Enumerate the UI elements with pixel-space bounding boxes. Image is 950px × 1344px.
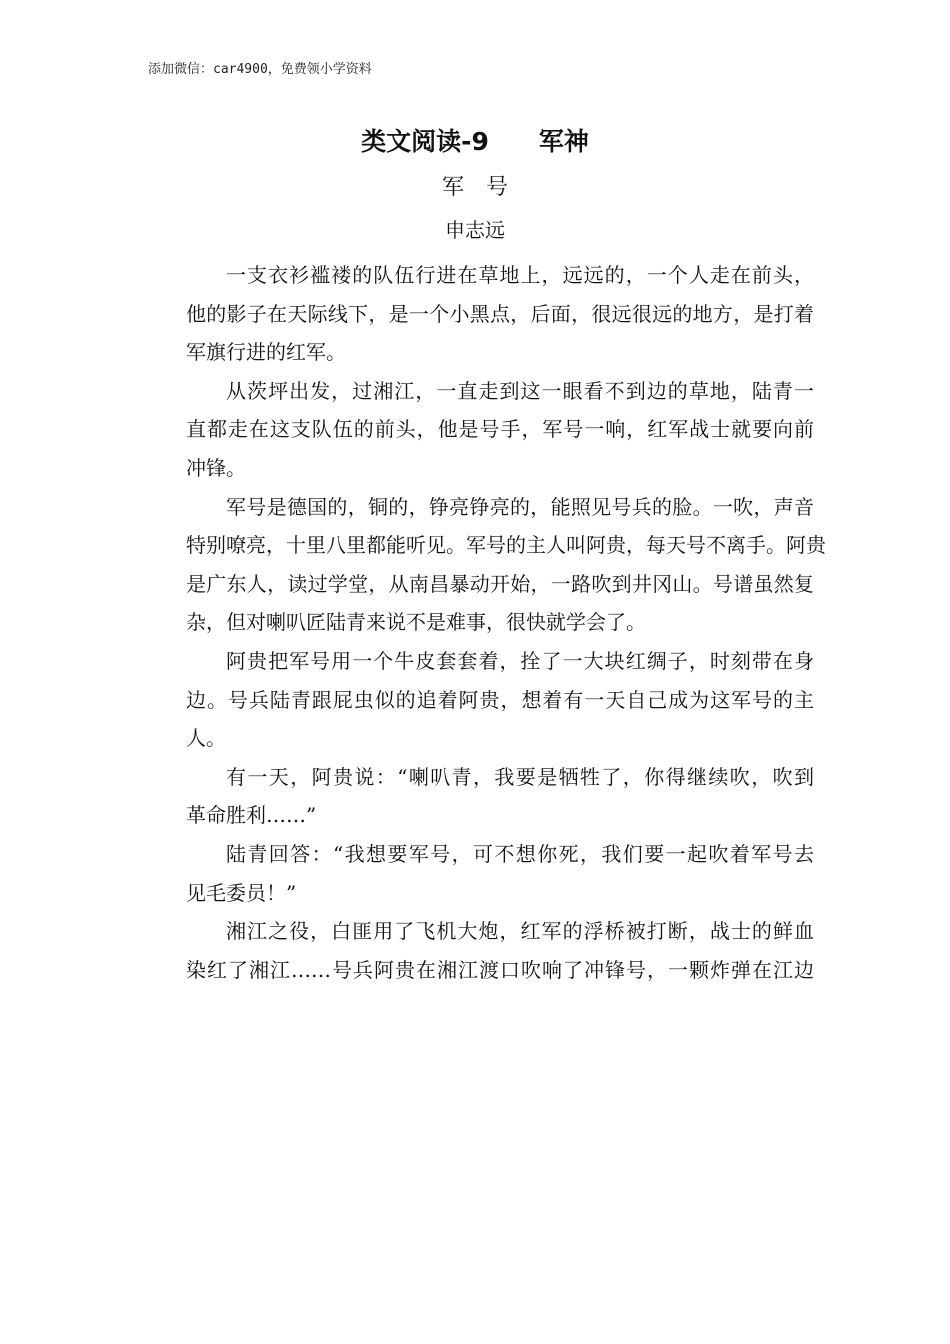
text-line: 陆青回答：“我想要军号，可不想你死，我们要一起吹着军号去 — [226, 841, 814, 866]
paragraph — [146, 642, 814, 758]
text-line: 是广东人，读过学堂，从南昌暴动开始，一路吹到井冈山。号谱虽然复 — [186, 571, 814, 596]
text-line: 军号是德国的，铜的，铮亮铮亮的，能照见号兵的脸。一吹，声音 — [226, 494, 814, 519]
text-line: 他的影子在天际线下，是一个小黑点，后面，很远很远的地方，是打着 — [186, 301, 814, 326]
text-line: 有一天，阿贵说：“喇叭青，我要是牺牲了，你得继续吹，吹到 — [226, 764, 814, 789]
text-line: 染红了湘江……号兵阿贵在湘江渡口吹响了冲锋号，一颗炸弹在江边 — [186, 957, 814, 982]
text-line: 从茨坪出发，过湘江，一直走到这一眼看不到边的草地，陆青一 — [226, 378, 814, 403]
text-line: 见毛委员！” — [186, 880, 297, 905]
article-author: 申志远 — [445, 218, 505, 242]
paragraph — [146, 488, 826, 642]
text-line: 湘江之役，白匪用了飞机大炮，红军的浮桥被打断，战士的鲜血 — [226, 919, 814, 944]
paragraph — [146, 372, 814, 488]
text-line: 一支衣衫褴褛的队伍行进在草地上，远远的，一个人走在前头， — [226, 263, 814, 287]
text-line: 阿贵把军号用一个牛皮套套着，拴了一大块红绸子，时刻带在身 — [226, 648, 814, 673]
watermark-text: 添加微信：car4900，免费领小学资料 — [148, 62, 372, 77]
text-line: 特别嘹亮，十里八里都能听见。军号的主人叫阿贵，每天号不离手。阿贵 — [186, 533, 826, 558]
text-line: 边。号兵陆青跟屁虫似的追着阿贵，想着有一天自己成为这军号的主 — [186, 687, 814, 712]
article-title: 军 号 — [441, 175, 508, 200]
paragraph — [146, 835, 814, 912]
text-line: 军旗行进的红军。 — [186, 340, 346, 365]
article-body — [146, 256, 826, 989]
text-line: 人。 — [186, 726, 226, 751]
page-title: 类文阅读-9 军神 — [361, 127, 589, 156]
paragraph — [146, 256, 814, 372]
text-line: 直都走在这支队伍的前头，他是号手，军号一响，红军战士就要向前 — [186, 417, 814, 442]
paragraph — [146, 912, 814, 989]
text-line: 冲锋。 — [186, 455, 246, 480]
paragraph — [146, 758, 814, 835]
text-line: 革命胜利……” — [186, 803, 317, 828]
text-line: 杂，但对喇叭匠陆青来说不是难事，很快就学会了。 — [186, 610, 646, 635]
